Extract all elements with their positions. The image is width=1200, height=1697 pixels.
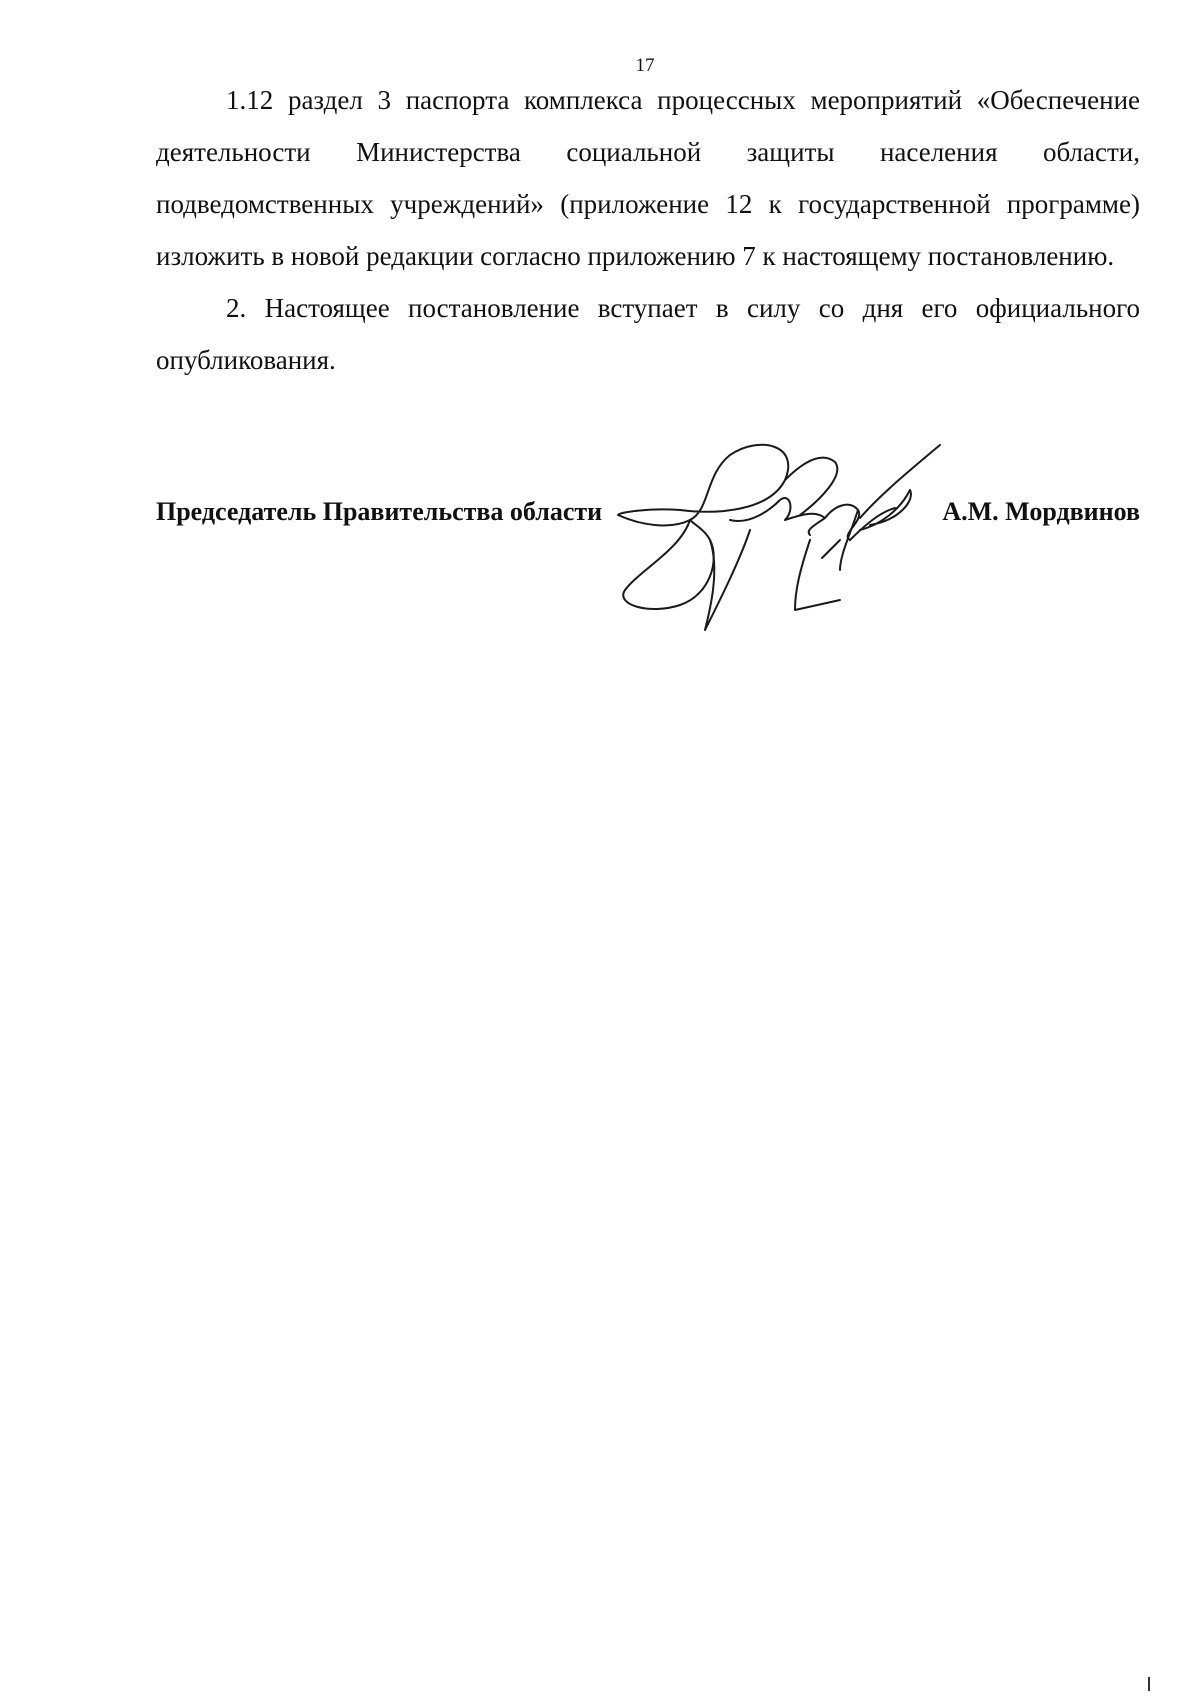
- paragraph-1-12: 1.12 раздел 3 паспорта комплекса процессных мероприятий «Обеспечение деятельности Министерства социальной защиты населения области, подведомственных учреждений» (приложение 12 к государственной программе) изложить в новой редакции согласно приложению 7 к настоящему постановлению.: [156, 85, 1140, 271]
- paragraph-2: 2. Настоящее постановление вступает в силу со дня его официального опубликования.: [156, 293, 1140, 375]
- signatory-name: А.М. Мордвинов: [942, 497, 1140, 526]
- signatory-title: Председатель Правительства области: [156, 497, 603, 526]
- scan-edge-mark: [1148, 1677, 1150, 1691]
- document-body: [156, 74, 1140, 386]
- handwritten-signature: [610, 440, 950, 640]
- page-number: 17: [635, 55, 655, 76]
